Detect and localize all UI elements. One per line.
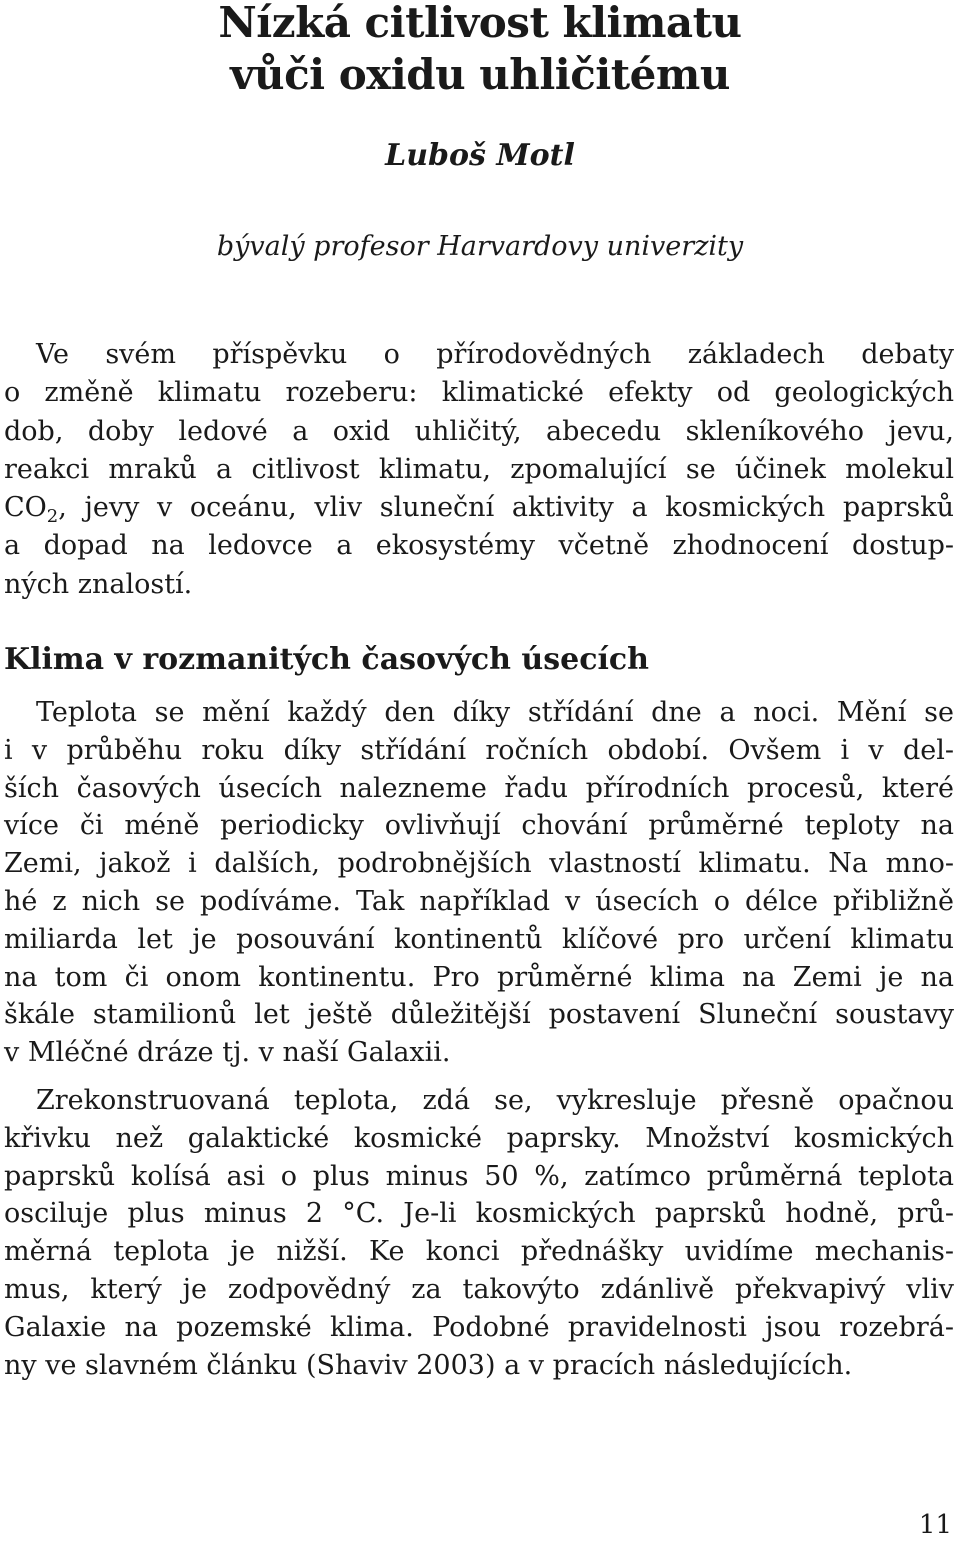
abstract-line: dob, doby ledové a oxid uhličitý, abecedu skleníkového jevu, xyxy=(4,415,954,447)
paragraph-line: i v průběhu roku díky střídání ročních období. Ovšem i v del- xyxy=(4,734,954,766)
paragraph-line: v Mléčné dráze tj. v naší Galaxii. xyxy=(4,1037,451,1069)
co2-subscript: 2 xyxy=(46,506,59,528)
paragraph-line: na tom či onom kontinentu. Pro průměrné klima na Zemi je na xyxy=(4,961,954,993)
abstract-line: ných znalostí. xyxy=(4,568,193,600)
article-title xyxy=(0,0,960,98)
paragraph-line: Zrekonstruovaná teplota, zdá se, vykresluje přesně opačnou xyxy=(36,1085,954,1116)
paragraph-line: Teplota se mění každý den díky střídání dne a noci. Mění se xyxy=(36,697,954,728)
author-affiliation: bývalý profesor Harvardovy univerzity xyxy=(216,231,744,262)
abstract-line: o změně klimatu rozeberu: klimatické efekty od geologických xyxy=(4,377,954,409)
page-number: 11 xyxy=(918,1510,952,1540)
abstract xyxy=(4,336,954,604)
author-name: Luboš Motl xyxy=(385,138,575,173)
paragraph-line: miliarda let je posouvání kontinentů klíčové pro určení klimatu xyxy=(4,923,954,955)
abstract-line: $CO_2$, jevy v oceánu, vliv sluneční aktivity a kosmických paprsků xyxy=(4,492,954,528)
paragraph-line: paprsků kolísá asi o plus minus 50 %, zatímco průměrná teplota xyxy=(4,1160,954,1192)
paragraph-2 xyxy=(4,1082,954,1384)
paragraph-line: osciluje plus minus 2 °C. Je-li kosmických paprsků hodně, prů- xyxy=(4,1198,954,1230)
paragraph-line: Zemi, jakož i dalších, podrobnějších vlastností klimatu. Na mno- xyxy=(4,848,954,880)
paragraph-line: ny ve slavném článku (Shaviv 2003) a v pracích následujících. xyxy=(4,1349,853,1381)
paragraph-line: škále stamilionů let ještě důležitější postavení Sluneční soustavy xyxy=(4,999,954,1031)
abstract-line: a dopad na ledovce a ekosystémy včetně zhodnocení dostup- xyxy=(4,530,954,562)
paragraph-line: hé z nich se podíváme. Tak například v úsecích o délce přibližně xyxy=(4,885,954,917)
paragraph-line: ších časových úsecích nalezneme řadu přírodních procesů, které xyxy=(4,772,954,804)
co2-formula: $CO_2$ xyxy=(4,492,59,528)
paragraph-1 xyxy=(4,694,954,1072)
paragraph-line: mus, který je zodpovědný za takovýto zdánlivě překvapivý vliv xyxy=(4,1273,954,1305)
paragraph-line: Galaxie na pozemské klima. Podobné pravidelnosti jsou rozebrá- xyxy=(4,1311,954,1343)
section-heading: Klima v rozmanitých časových úsecích xyxy=(4,642,649,677)
paragraph-line: měrná teplota je nižší. Ke konci přednášky uvidíme mechanis- xyxy=(4,1236,954,1268)
paragraph-line: více či méně periodicky ovlivňují chování průměrné teploty na xyxy=(4,810,954,842)
abstract-line: Ve svém příspěvku o přírodovědných základech debaty xyxy=(36,339,954,370)
title-line-2: vůči oxidu uhličitému xyxy=(230,50,730,99)
title-line-1: Nízká citlivost klimatu xyxy=(218,0,742,47)
paragraph-line: křivku než galaktické kosmické paprsky. Množství kosmických xyxy=(4,1122,954,1154)
abstract-line: reakci mraků a citlivost klimatu, zpomalující se účinek molekul xyxy=(4,453,954,485)
